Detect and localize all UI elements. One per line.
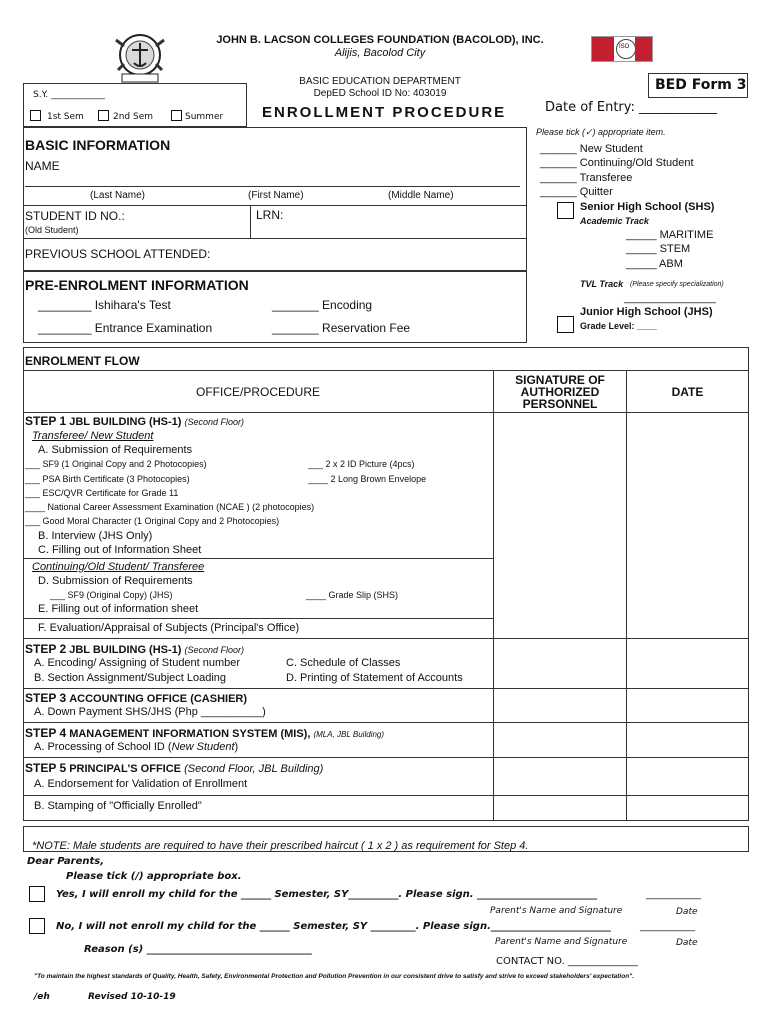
date-column-header: DATE [671, 385, 704, 399]
parents-greeting: Dear Parents, [27, 856, 105, 867]
summer-checkbox[interactable] [171, 110, 182, 121]
step1-d: D. Submission of Requirements [38, 575, 193, 587]
ishihara-item: ________ Ishihara's Test [38, 298, 171, 312]
req-good-moral: ___ Good Moral Character (1 Original Copy and 2 Photocopies) [25, 516, 280, 526]
step4-a-close: ) [234, 741, 239, 753]
maritime-option: _____ MARITIME [626, 229, 714, 241]
divider [23, 412, 749, 413]
form-title: ENROLLMENT PROCEDURE [262, 104, 507, 121]
step2-d: D. Printing of Statement of Accounts [286, 672, 463, 684]
divider [23, 618, 493, 619]
date-of-entry: Date of Entry: ____________ [545, 100, 718, 115]
pre-enrolment-title: PRE-ENROLMENT INFORMATION [25, 277, 249, 293]
step5-b: B. Stamping of "Officially Enrolled" [34, 800, 202, 812]
step2-a: A. Encoding/ Assigning of Student number [34, 657, 241, 669]
school-id: DepED School ID No: 403019 [313, 88, 447, 99]
yes-enroll-checkbox[interactable] [29, 886, 45, 902]
step1-f: F. Evaluation/Appraisal of Subjects (Principal's Office) [38, 622, 300, 634]
form-code: BED Form 3 [655, 77, 747, 93]
divider [626, 370, 627, 821]
req-sf9-original: ___ SF9 (Original Copy) (JHS) [50, 590, 173, 600]
no-date-blank: ___________ [640, 921, 695, 932]
step2-c: C. Schedule of Classes [286, 657, 401, 669]
step1-subheading-continuing: Continuing/Old Student/ Transferee [32, 561, 205, 573]
step5-a: A. Endorsement for Validation of Enrollment [34, 778, 248, 790]
school-location: Alijis, Bacolod City [334, 47, 426, 59]
yes-date-caption: Date [676, 907, 698, 917]
yes-signature-caption: Parent's Name and Signature [490, 906, 623, 916]
req-sf9: ___ SF9 (1 Original Copy and 2 Photocopies) [25, 459, 207, 469]
step1-floor: (Second Floor) [184, 417, 245, 427]
step1-a: A. Submission of Requirements [38, 444, 193, 456]
divider [23, 722, 749, 723]
step5-floor: (Second Floor, JBL Building) [184, 763, 324, 775]
step2-number: STEP 2 [25, 642, 67, 656]
tvl-blank: _______________ [624, 292, 716, 304]
req-grade-slip: ____ Grade Slip (SHS) [306, 590, 399, 600]
no-signature-caption: Parent's Name and Signature [495, 937, 628, 947]
divider [23, 638, 749, 639]
first-name-caption: (First Name) [248, 190, 304, 201]
reason-line: Reason (s) _________________________________ [84, 944, 312, 955]
old-student-note: (Old Student) [25, 225, 79, 235]
basic-info-title: BASIC INFORMATION [25, 137, 171, 153]
shs-label: Senior High School (SHS) [580, 201, 715, 213]
divider [23, 795, 749, 796]
continuing-student-option: ______ Continuing/Old Student [540, 157, 694, 169]
step4-a [34, 741, 238, 753]
step4-a-italic: New Student [171, 741, 235, 753]
transferee-option: ______ Transferee [540, 172, 633, 184]
abm-option: _____ ABM [626, 258, 683, 270]
middle-name-caption: (Middle Name) [388, 190, 454, 201]
academic-track-label: Academic Track [580, 216, 649, 226]
step2-floor: (Second Floor) [184, 645, 245, 655]
req-id-picture: ___ 2 x 2 ID Picture (4pcs) [308, 459, 415, 469]
step5-number: STEP 5 [25, 761, 67, 775]
yes-date-blank: ___________ [646, 889, 701, 900]
jhs-label: Junior High School (JHS) [580, 306, 713, 318]
step1-c: C. Filling out of Information Sheet [38, 544, 202, 556]
new-student-option: ______ New Student [540, 143, 643, 155]
step4-office: MANAGEMENT INFORMATION SYSTEM (MIS), [69, 728, 311, 740]
yes-enroll-line: Yes, I will enroll my child for the ______ Semester, SY__________. Please sign. ________________________ [56, 889, 598, 900]
step3-a: A. Down Payment SHS/JHS (Php __________) [34, 706, 266, 718]
step5-office: PRINCIPAL'S OFFICE [69, 763, 182, 775]
name-line [25, 186, 520, 187]
second-sem-checkbox[interactable] [98, 110, 109, 121]
step4-number: STEP 4 [25, 726, 67, 740]
step1-office: JBL BUILDING (HS-1) [69, 416, 182, 428]
step1-e: E. Filling out of information sheet [38, 603, 199, 615]
badge-text: ISO [619, 44, 630, 50]
req-ncae: ____ National Career Assessment Examination (NCAE ) (2 photocopies) [25, 502, 315, 512]
tvl-note: (Please specify specialization) [630, 281, 724, 288]
tick-instruction: Please tick (✓) appropriate item. [536, 127, 666, 137]
step4-heading [25, 726, 384, 740]
step4-note: (MLA, JBL Building) [313, 730, 385, 739]
lrn-label: LRN: [256, 208, 284, 222]
name-label: NAME [25, 159, 60, 173]
step1-b: B. Interview (JHS Only) [38, 530, 153, 542]
step1-subheading-new: Transferee/ New Student [32, 430, 154, 442]
divider [23, 238, 527, 239]
divider [250, 205, 251, 238]
jhs-checkbox[interactable] [557, 316, 574, 333]
step1-number: STEP 1 [25, 414, 67, 428]
summer-label: Summer [185, 112, 224, 122]
haircut-note: *NOTE: Male students are required to have their prescribed haircut ( 1 x 2 ) as requirement for Step 4. [32, 840, 529, 852]
first-sem-label: 1st Sem [47, 112, 84, 122]
step3-office: ACCOUNTING OFFICE (CASHIER) [69, 693, 248, 705]
step2-b: B. Section Assignment/Subject Loading [34, 672, 227, 684]
initials: /eh [34, 992, 50, 1002]
shs-checkbox[interactable] [557, 202, 574, 219]
step3-heading [25, 691, 247, 705]
office-column-header: OFFICE/PROCEDURE [195, 385, 320, 399]
parents-instruction: Please tick (/) appropriate box. [66, 871, 242, 882]
divider [23, 205, 527, 206]
divider [23, 688, 749, 689]
step1-heading [25, 414, 244, 428]
quality-statement: "To maintain the highest standards of Quality, Health, Safety, Environmental Protection and Pollution Prevention in our consistent drive to satisfy and strive to exceed stakeholders' expectation". [34, 973, 635, 980]
second-sem-label: 2nd Sem [113, 112, 154, 122]
last-name-caption: (Last Name) [90, 190, 146, 201]
divider [23, 757, 749, 758]
no-date-caption: Date [676, 938, 698, 948]
certification-badge [591, 36, 653, 62]
divider [23, 558, 493, 559]
first-sem-checkbox[interactable] [30, 110, 41, 121]
revision-date: Revised 10-10-19 [88, 992, 176, 1002]
tvl-track-label: TVL Track [580, 279, 624, 289]
req-psa: ___ PSA Birth Certificate (3 Photocopies) [25, 474, 190, 484]
sy-label: S.Y. ____________ [33, 90, 105, 100]
department: BASIC EDUCATION DEPARTMENT [299, 76, 461, 87]
reservation-fee-item: _______ Reservation Fee [272, 321, 411, 335]
form-code-box [648, 73, 748, 98]
quitter-option: ______ Quitter [540, 186, 613, 198]
stem-option: _____ STEM [626, 243, 691, 255]
student-id-label: STUDENT ID NO.: [25, 209, 125, 223]
no-enroll-line: No, I will not enroll my child for the ______ Semester, SY _________. Please sign.________________________ [56, 921, 611, 932]
divider [23, 370, 749, 371]
step2-heading [25, 642, 244, 656]
step5-heading [25, 761, 323, 775]
step3-number: STEP 3 [25, 691, 67, 705]
school-name: JOHN B. LACSON COLLEGES FOUNDATION (BACOLOD), INC. [216, 34, 544, 46]
flow-title: ENROLMENT FLOW [25, 354, 140, 368]
signature-column-header: SIGNATURE OF AUTHORIZED PERSONNEL [515, 373, 605, 411]
divider [493, 370, 494, 821]
grade-level: Grade Level: ____ [580, 321, 658, 331]
entrance-exam-item: ________ Entrance Examination [38, 321, 213, 335]
school-seal [112, 30, 168, 84]
req-envelope: ____ 2 Long Brown Envelope [308, 474, 427, 484]
req-esc: ___ ESC/QVR Certificate for Grade 11 [25, 488, 179, 498]
contact-number: CONTACT NO. ______________ [496, 956, 638, 967]
step4-a-text: A. Processing of School ID ( [34, 741, 172, 753]
step2-office: JBL BUILDING (HS-1) [69, 644, 182, 656]
no-enroll-checkbox[interactable] [29, 918, 45, 934]
previous-school-label: PREVIOUS SCHOOL ATTENDED: [25, 247, 211, 261]
encoding-item: _______ Encoding [272, 298, 373, 312]
